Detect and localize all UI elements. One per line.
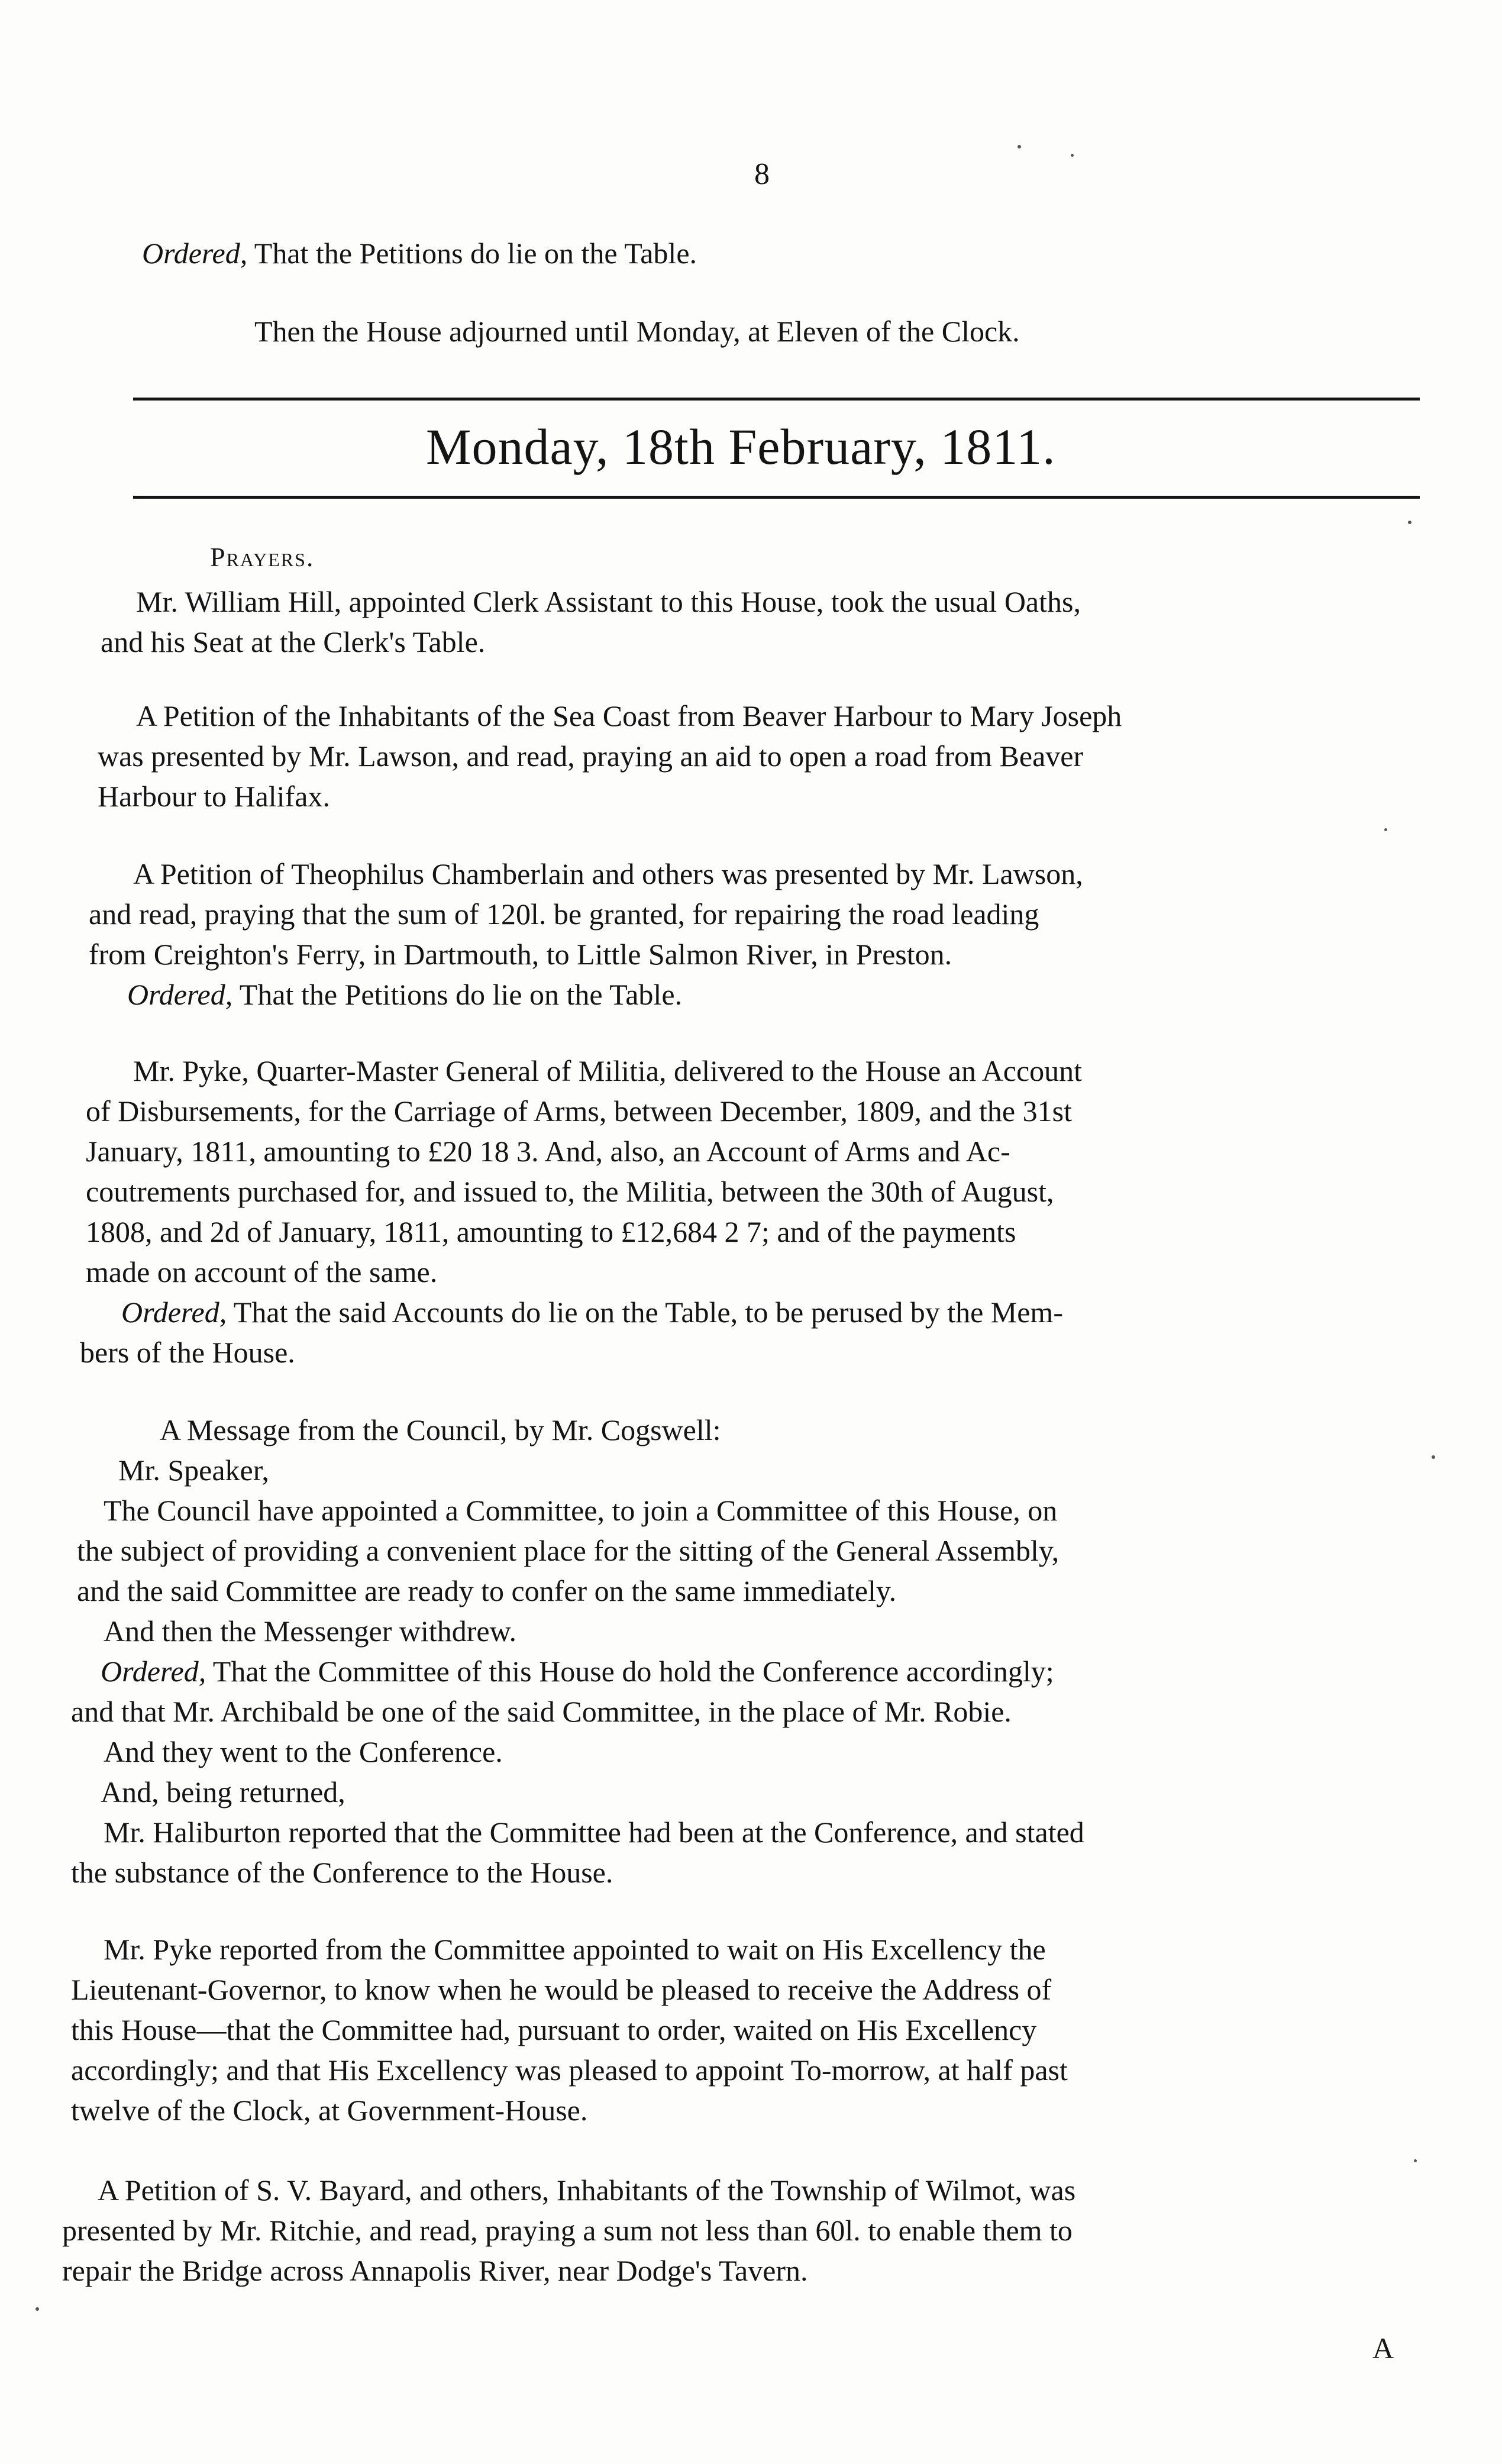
- lower-rule: [133, 496, 1420, 499]
- text-line: And then the Messenger withdrew.: [104, 1614, 516, 1648]
- ordered-line: [101, 1654, 1054, 1689]
- ordered-text: That the Petitions do lie on the Table.: [247, 237, 697, 270]
- ordered-label: Ordered,: [121, 1296, 227, 1329]
- text-line: accordingly; and that His Excellency was pleased to appoint To-morrow, at half past: [71, 2053, 1068, 2087]
- text-line: Mr. William Hill, appointed Clerk Assistant to this House, took the usual Oaths,: [136, 585, 1081, 618]
- ordered-line: [127, 977, 682, 1012]
- scan-speck: [1018, 145, 1021, 148]
- text-line: this House—that the Committee had, pursuant to order, waited on His Excellency: [71, 2013, 1037, 2046]
- text-line: Lieutenant-Governor, to know when he would be pleased to receive the Address of: [71, 1973, 1052, 2006]
- ordered-text: That the Committee of this House do hold the Conference accordingly;: [206, 1655, 1054, 1688]
- scan-speck: [1414, 2159, 1417, 2162]
- scan-speck: [1408, 521, 1411, 524]
- ordered-line-top: [142, 235, 697, 271]
- text-line: Mr. Speaker,: [118, 1454, 269, 1487]
- text-line: from Creighton's Ferry, in Dartmouth, to Little Salmon River, in Preston.: [89, 938, 952, 971]
- upper-rule: [133, 398, 1420, 401]
- text-line: Mr. Pyke reported from the Committee appointed to wait on His Excellency the: [104, 1933, 1046, 1966]
- text-line: the subject of providing a convenient place for the sitting of the General Assembly,: [77, 1534, 1060, 1567]
- text-line: twelve of the Clock, at Government-House.: [71, 2094, 588, 2127]
- prayers-heading: Prayers.: [210, 542, 315, 572]
- text-line: repair the Bridge across Annapolis River, near Dodge's Tavern.: [62, 2254, 808, 2287]
- text-line: and the said Committee are ready to confer on the same immediately.: [77, 1574, 897, 1607]
- text-line: and his Seat at the Clerk's Table.: [101, 625, 486, 658]
- text-line: And they went to the Conference.: [104, 1735, 503, 1768]
- ordered-label: Ordered,: [101, 1655, 206, 1688]
- text-line: A Petition of the Inhabitants of the Sea Coast from Beaver Harbour to Mary Joseph: [136, 699, 1122, 732]
- ordered-label: Ordered,: [127, 978, 233, 1011]
- text-line: made on account of the same.: [86, 1255, 438, 1288]
- text-line: The Council have appointed a Committee, to join a Committee of this House, on: [104, 1494, 1058, 1527]
- day-heading: Monday, 18th February, 1811.: [426, 418, 1056, 475]
- scan-speck: [1432, 1455, 1435, 1459]
- text-line: A Message from the Council, by Mr. Cogswell:: [160, 1413, 721, 1446]
- text-line: presented by Mr. Ritchie, and read, praying a sum not less than 60l. to enable them to: [62, 2214, 1073, 2247]
- text-line: coutrements purchased for, and issued to, the Militia, between the 30th of August,: [86, 1175, 1054, 1208]
- text-line: Mr. Haliburton reported that the Committee had been at the Conference, and stated: [104, 1816, 1084, 1849]
- text-line: Harbour to Halifax.: [98, 780, 330, 813]
- text-line: A Petition of Theophilus Chamberlain and others was presented by Mr. Lawson,: [133, 857, 1083, 890]
- ordered-text: That the Petitions do lie on the Table.: [232, 978, 683, 1011]
- scan-speck: [35, 2307, 39, 2311]
- text-line: A Petition of S. V. Bayard, and others, Inhabitants of the Township of Wilmot, was: [98, 2174, 1076, 2207]
- text-line: bers of the House.: [80, 1336, 295, 1369]
- text-line: was presented by Mr. Lawson, and read, praying an aid to open a road from Beaver: [98, 739, 1084, 773]
- catchword: A: [1372, 2331, 1394, 2365]
- text-line: and that Mr. Archibald be one of the said Committee, in the place of Mr. Robie.: [71, 1695, 1012, 1728]
- ordered-label: Ordered,: [142, 237, 248, 270]
- text-line: the substance of the Conference to the House.: [71, 1856, 613, 1889]
- ordered-line: [121, 1294, 1063, 1330]
- text-line: 1808, and 2d of January, 1811, amounting to £12,684 2 7; and of the payments: [86, 1215, 1016, 1248]
- text-line: And, being returned,: [101, 1775, 345, 1809]
- scan-speck: [1071, 154, 1074, 157]
- text-line: and read, praying that the sum of 120l. be granted, for repairing the road leading: [89, 897, 1039, 931]
- scan-speck: [1384, 828, 1387, 831]
- text-line: of Disbursements, for the Carriage of Arms, between December, 1809, and the 31st: [86, 1094, 1072, 1128]
- page-number: 8: [754, 157, 770, 191]
- adjourned-line: Then the House adjourned until Monday, at Eleven of the Clock.: [254, 315, 1020, 348]
- text-line: January, 1811, amounting to £20 18 3. And, also, an Account of Arms and Ac-: [86, 1135, 1010, 1168]
- text-line: Mr. Pyke, Quarter-Master General of Militia, delivered to the House an Account: [133, 1054, 1083, 1087]
- ordered-text: That the said Accounts do lie on the Table, to be perused by the Mem-: [227, 1296, 1063, 1329]
